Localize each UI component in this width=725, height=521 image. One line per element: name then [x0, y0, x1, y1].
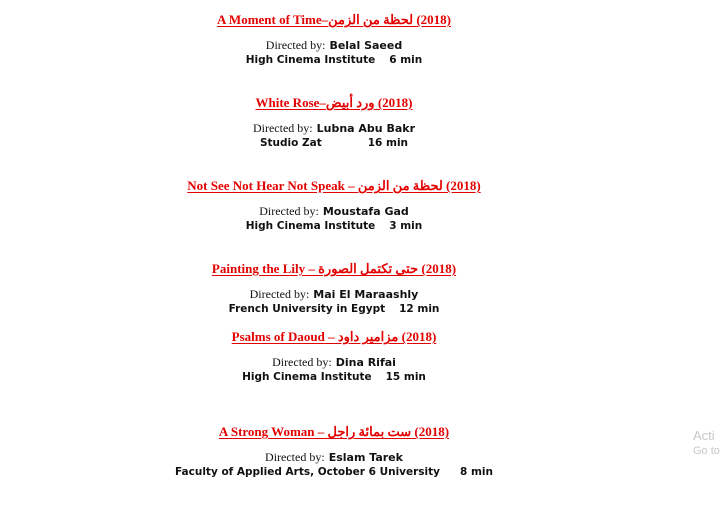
film-title-sep: –: [321, 12, 329, 27]
film-title-sep: –: [314, 424, 328, 439]
production-line: [0, 136, 668, 151]
film-title-en: A Strong Woman: [218, 424, 315, 439]
film-year: (2018): [401, 329, 437, 344]
film-title: [0, 178, 668, 194]
duration: 16 min: [367, 137, 409, 149]
director-label: Directed by:: [265, 450, 325, 464]
film-title-ar: لحظة من الزمن: [357, 178, 443, 193]
film-title-en: A Moment of Time: [217, 12, 322, 27]
production-line: [0, 53, 668, 68]
institution: French University in Egypt: [228, 303, 386, 315]
film-title: [0, 329, 668, 345]
film-entry: [0, 178, 668, 234]
film-entry: [0, 95, 668, 151]
director-name: Lubna Abu Bakr: [316, 122, 416, 135]
institution: High Cinema Institute: [245, 220, 376, 232]
film-year: (2018): [377, 95, 413, 110]
director-label: Directed by:: [259, 204, 319, 218]
director-name: Belal Saeed: [329, 39, 403, 52]
film-title-sep: –: [305, 261, 319, 276]
film-title: [0, 95, 668, 111]
activation-watermark: [693, 428, 720, 458]
film-year: (2018): [416, 12, 451, 27]
production-line: [0, 302, 668, 317]
duration: 6 min: [389, 54, 423, 66]
film-title-en: Not See Not Hear Not Speak: [187, 178, 345, 193]
institution: High Cinema Institute: [245, 54, 376, 66]
director-name: Dina Rifai: [335, 356, 396, 369]
watermark-line-1: Acti: [693, 428, 715, 443]
film-year: (2018): [414, 424, 450, 439]
production-line: [0, 465, 668, 480]
director-label: Directed by:: [249, 287, 310, 301]
institution: High Cinema Institute: [242, 371, 372, 383]
film-title-en: Psalms of Daoud: [231, 329, 325, 344]
film-title: [0, 12, 668, 28]
duration: 8 min: [460, 466, 494, 478]
institution: Faculty of Applied Arts, October 6 University: [174, 466, 441, 478]
film-title-sep: –: [324, 329, 338, 344]
film-entry: [0, 261, 668, 317]
production-line: [0, 370, 668, 385]
production-line: [0, 219, 668, 234]
director-line: [0, 355, 668, 370]
film-title-sep: –: [344, 178, 358, 193]
film-entry: [0, 424, 668, 480]
film-title-ar: حتى تكتمل الصورة: [318, 261, 419, 276]
film-year: (2018): [446, 178, 481, 193]
watermark-line-2: Go to: [693, 445, 720, 457]
film-title-ar: مزامير داود: [337, 329, 399, 344]
film-title-en: Painting the Lily: [211, 261, 306, 276]
film-title-ar: ست بمائة راجل: [327, 424, 412, 439]
director-name: Mai El Maraashly: [313, 288, 419, 301]
film-entry: [0, 329, 668, 385]
duration: 3 min: [389, 220, 423, 232]
film-entry: [0, 12, 668, 68]
institution: Studio Zat: [259, 137, 322, 149]
duration: 15 min: [385, 371, 426, 383]
director-line: [0, 121, 668, 136]
film-title-en: White Rose: [255, 95, 320, 110]
film-title-sep: –: [319, 95, 326, 110]
film-year: (2018): [421, 261, 457, 276]
director-name: Eslam Tarek: [328, 451, 403, 464]
film-title-ar: لحظة من الزمن: [328, 12, 414, 27]
director-label: Directed by:: [265, 38, 326, 52]
film-title: [0, 261, 668, 277]
film-title-ar: ورد أبيض: [325, 95, 375, 110]
director-label: Directed by:: [272, 355, 332, 369]
director-line: [0, 38, 668, 53]
director-name: Moustafa Gad: [322, 205, 409, 218]
director-label: Directed by:: [252, 121, 313, 135]
director-line: [0, 450, 668, 465]
director-line: [0, 204, 668, 219]
film-title: [0, 424, 668, 440]
director-line: [0, 287, 668, 302]
duration: 12 min: [399, 303, 440, 315]
